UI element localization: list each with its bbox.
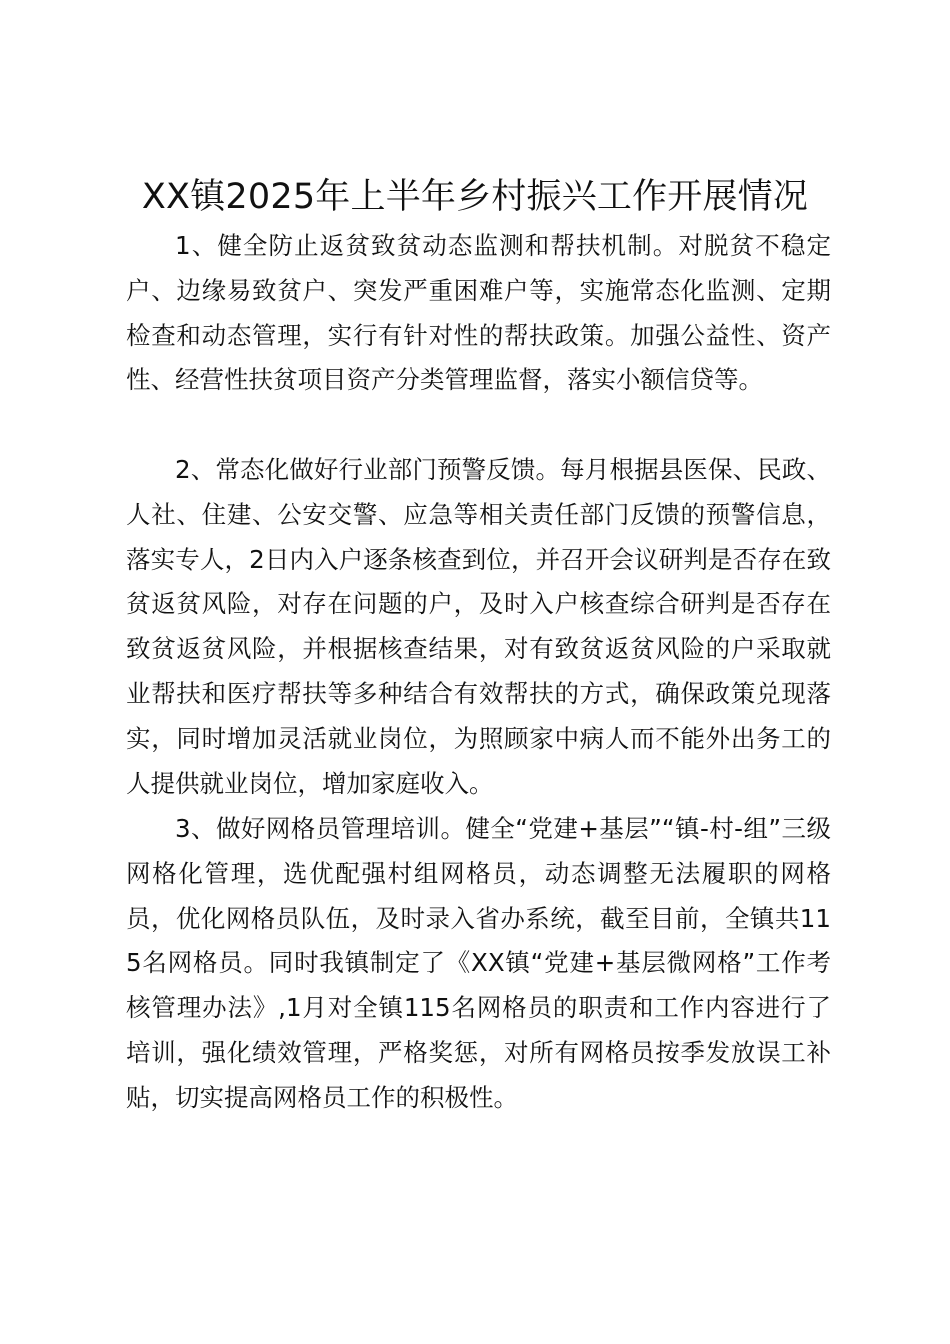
document-title: XX镇2025年上半年乡村振兴工作开展情况 — [141, 177, 809, 217]
paragraph-2: 2、常态化做好行业部门预警反馈。每月根据县医保、民政、人社、住建、公安交警、应急等相关责任部门反馈的预警信息，落实专人，2日内入户逐条核查到位，并召开会议研判是否存在致贫返贫风险，对存在问题的户，及时入户核查综合研判是否存在致贫返贫风险，并根据核查结果，对有致贫返贫风险的户采取就业帮扶和医疗帮扶等多种结合有效帮扶的方式，确保政策兑现落实，同时增加灵活就业岗位，为照顾家中病人而不能外出务工的人提供就业岗位，增加家庭收入。 — [126, 455, 831, 798]
document-body — [126, 224, 831, 1166]
paragraph-3: 3、做好网格员管理培训。健全“党建+基层”“镇-村-组”三级网格化管理，选优配强村组网格员，动态调整无法履职的网格员，优化网格员队伍，及时录入省办系统，截至目前，全镇共115名网格员。同时我镇制定了《XX镇“党建+基层微网格”工作考核管理办法》,1月对全镇115名网格员的职责和工作内容进行了培训，强化绩效管理，严格奖惩，对所有网格员按季发放误工补贴，切实提高网格员工作的积极性。 — [126, 814, 831, 1112]
paragraph-1: 1、健全防止返贫致贫动态监测和帮扶机制。对脱贫不稳定户、边缘易致贫户、突发严重困难户等，实施常态化监测、定期检查和动态管理，实行有针对性的帮扶政策。加强公益性、资产性、经营性扶贫项目资产分类管理监督，落实小额信贷等。 — [126, 231, 831, 395]
